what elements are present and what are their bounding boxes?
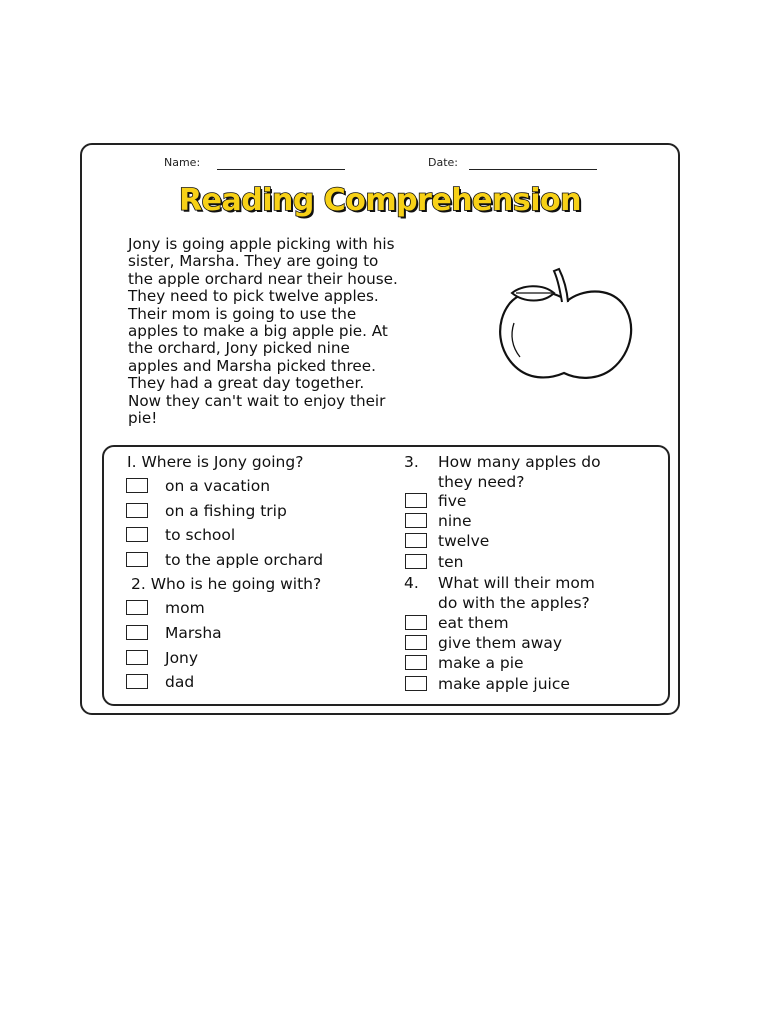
story-line: apples and Marsha picked three. [128, 356, 376, 375]
checkbox[interactable] [126, 503, 148, 518]
option-label: on a vacation [165, 477, 271, 495]
story-line: Now they can't wait to enjoy their [128, 391, 386, 410]
story-line: They need to pick twelve apples. [128, 287, 379, 306]
option-label: on a fishing trip [165, 502, 287, 520]
question-1: I. Where is Jony going? [127, 453, 304, 471]
question-3-number: 3. [404, 453, 419, 471]
option-label: ten [438, 553, 464, 571]
name-field[interactable] [217, 169, 345, 170]
story-line: the orchard, Jony picked nine [128, 339, 350, 358]
option-label: Jony [165, 649, 199, 667]
option-label: to the apple orchard [165, 551, 324, 569]
page-title: Reading Comprehension [179, 183, 581, 218]
checkbox[interactable] [405, 513, 427, 528]
checkbox[interactable] [405, 493, 427, 508]
name-label: Name: [164, 156, 201, 169]
story-line: sister, Marsha. They are going to [128, 252, 379, 271]
checkbox[interactable] [405, 533, 427, 548]
option-label: dad [165, 673, 195, 691]
question-4-line-2: do with the apples? [438, 594, 590, 612]
checkbox[interactable] [126, 600, 148, 615]
story-passage [128, 236, 488, 427]
story-line: Jony is going apple picking with his [128, 235, 395, 253]
checkbox[interactable] [126, 527, 148, 542]
date-label: Date: [428, 156, 458, 169]
option-label: give them away [438, 634, 563, 652]
question-3-line-2: they need? [438, 473, 525, 491]
checkbox[interactable] [405, 615, 427, 630]
story-line: the apple orchard near their house. [128, 269, 398, 288]
option-label: mom [165, 599, 205, 617]
option-label: five [438, 492, 467, 510]
checkbox[interactable] [405, 655, 427, 670]
question-4-number: 4. [404, 574, 419, 592]
option-label: eat them [438, 614, 509, 632]
checkbox[interactable] [126, 650, 148, 665]
question-4-line-1: What will their mom [438, 574, 595, 592]
question-2: 2. Who is he going with? [131, 575, 322, 593]
checkbox[interactable] [405, 635, 427, 650]
story-line: They had a great day together. [128, 374, 365, 393]
option-label: Marsha [165, 624, 222, 642]
checkbox[interactable] [405, 676, 427, 691]
question-3-line-1: How many apples do [438, 453, 601, 471]
checkbox[interactable] [126, 478, 148, 493]
worksheet [80, 143, 680, 715]
story-line: apples to make a big apple pie. At [128, 322, 388, 341]
option-label: make a pie [438, 654, 524, 672]
story-line: pie! [128, 409, 158, 428]
option-label: make apple juice [438, 675, 570, 693]
date-field[interactable] [469, 169, 597, 170]
option-label: to school [165, 526, 236, 544]
option-label: nine [438, 512, 472, 530]
story-line: Their mom is going to use the [128, 304, 357, 323]
apple-outline-icon [492, 263, 642, 383]
questions-box [102, 445, 670, 706]
option-label: twelve [438, 532, 490, 550]
checkbox[interactable] [126, 552, 148, 567]
checkbox[interactable] [126, 674, 148, 689]
checkbox[interactable] [405, 554, 427, 569]
checkbox[interactable] [126, 625, 148, 640]
